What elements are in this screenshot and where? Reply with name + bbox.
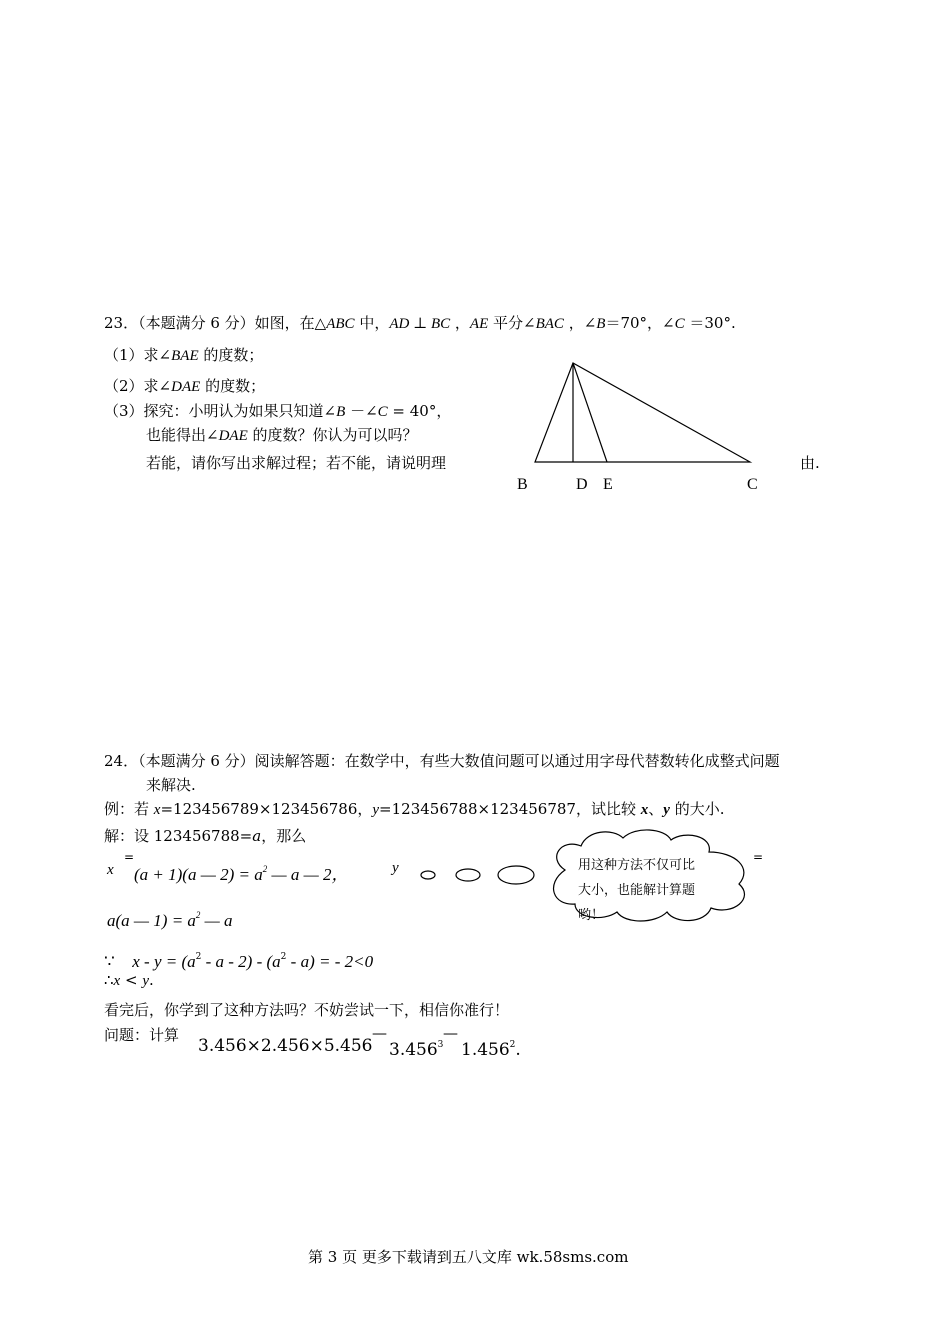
triangle-abc xyxy=(535,363,750,462)
eq1-y: y xyxy=(392,860,399,876)
q23-part3-tail: 由. xyxy=(800,454,820,472)
eq2: a(a — $1) = a^2$ — a xyxy=(107,910,233,930)
vertex-label-b: B xyxy=(517,476,528,493)
q24-problem-expr: 3.456×2.456×5.456 xyxy=(198,1036,373,1056)
q24-problem-minus2: — xyxy=(443,1024,458,1042)
eq1-eq2: = xyxy=(753,850,764,864)
page-footer: 第 3 页 更多下载请到五八文库 wk.58sms.com xyxy=(308,1248,629,1266)
because-line: ∵ $x - y = (a^2 - a - 2) - (a^2 - a)$ = - 2<0 xyxy=(104,952,374,972)
q23-part2: （2）求∠DAE 的度数； xyxy=(104,377,266,395)
q24-problem-minus1: — xyxy=(372,1024,387,1042)
q23-part3-line2: 也能得出∠DAE 的度数？你认为可以吗？ xyxy=(146,426,418,444)
q23-part3: （3）探究：小明认为如果只知道∠B －∠C = 40°， xyxy=(104,402,452,420)
therefore-line: ∴x < y. xyxy=(104,971,154,989)
eq1-eq: = xyxy=(124,850,135,864)
thought-bubble-medium xyxy=(456,869,480,881)
q24-problem-term2: 3.456$^3$ xyxy=(389,1040,444,1060)
q24-solve: 解：设 123456788=a，那么 xyxy=(104,827,307,845)
q24-example: 例：若 x=123456789×123456786，y=123456788×123456787，试比较 x、y 的大小. xyxy=(104,800,725,818)
triangle-figure xyxy=(520,355,770,475)
vertex-label-e: E xyxy=(603,476,613,493)
bisector-ae xyxy=(573,363,607,462)
q23-part1: （1）求∠BAE 的度数； xyxy=(104,346,264,364)
q23-header: 23．（本题满分 6 分）如图，在△ABC 中，AD ⊥ BC ，AE 平分∠BAC ，∠B＝70°，∠C ＝30°. xyxy=(104,314,736,332)
q24-problem-label: 问题：计算 xyxy=(104,1026,180,1044)
vertex-label-d: D xyxy=(576,476,588,493)
q24-problem-term3: 1.456$^2$. xyxy=(461,1040,521,1060)
thought-bubble-large xyxy=(498,866,534,884)
eq1-x: x xyxy=(107,862,114,878)
q24-after: 看完后，你学到了这种方法吗？不妨尝试一下，相信你准行！ xyxy=(104,1001,510,1019)
thought-bubble-small xyxy=(421,871,435,879)
q24-header-cont: 来解决. xyxy=(146,776,196,794)
eq1-body: (a + 1)(a — $2) = a^2$ — a — 2， xyxy=(134,864,349,884)
q24-header: 24．（本题满分 6 分）阅读解答题：在数学中，有些大数值问题可以通过用字母代替数转化成整式问题 xyxy=(104,752,780,770)
vertex-label-c: C xyxy=(747,476,758,493)
q23-part3-line3: 若能，请你写出求解过程；若不能，请说明理 xyxy=(146,454,447,472)
cloud-text: 用这种方法不仅可比 大小，也能解计算题 哟！ xyxy=(578,858,696,921)
